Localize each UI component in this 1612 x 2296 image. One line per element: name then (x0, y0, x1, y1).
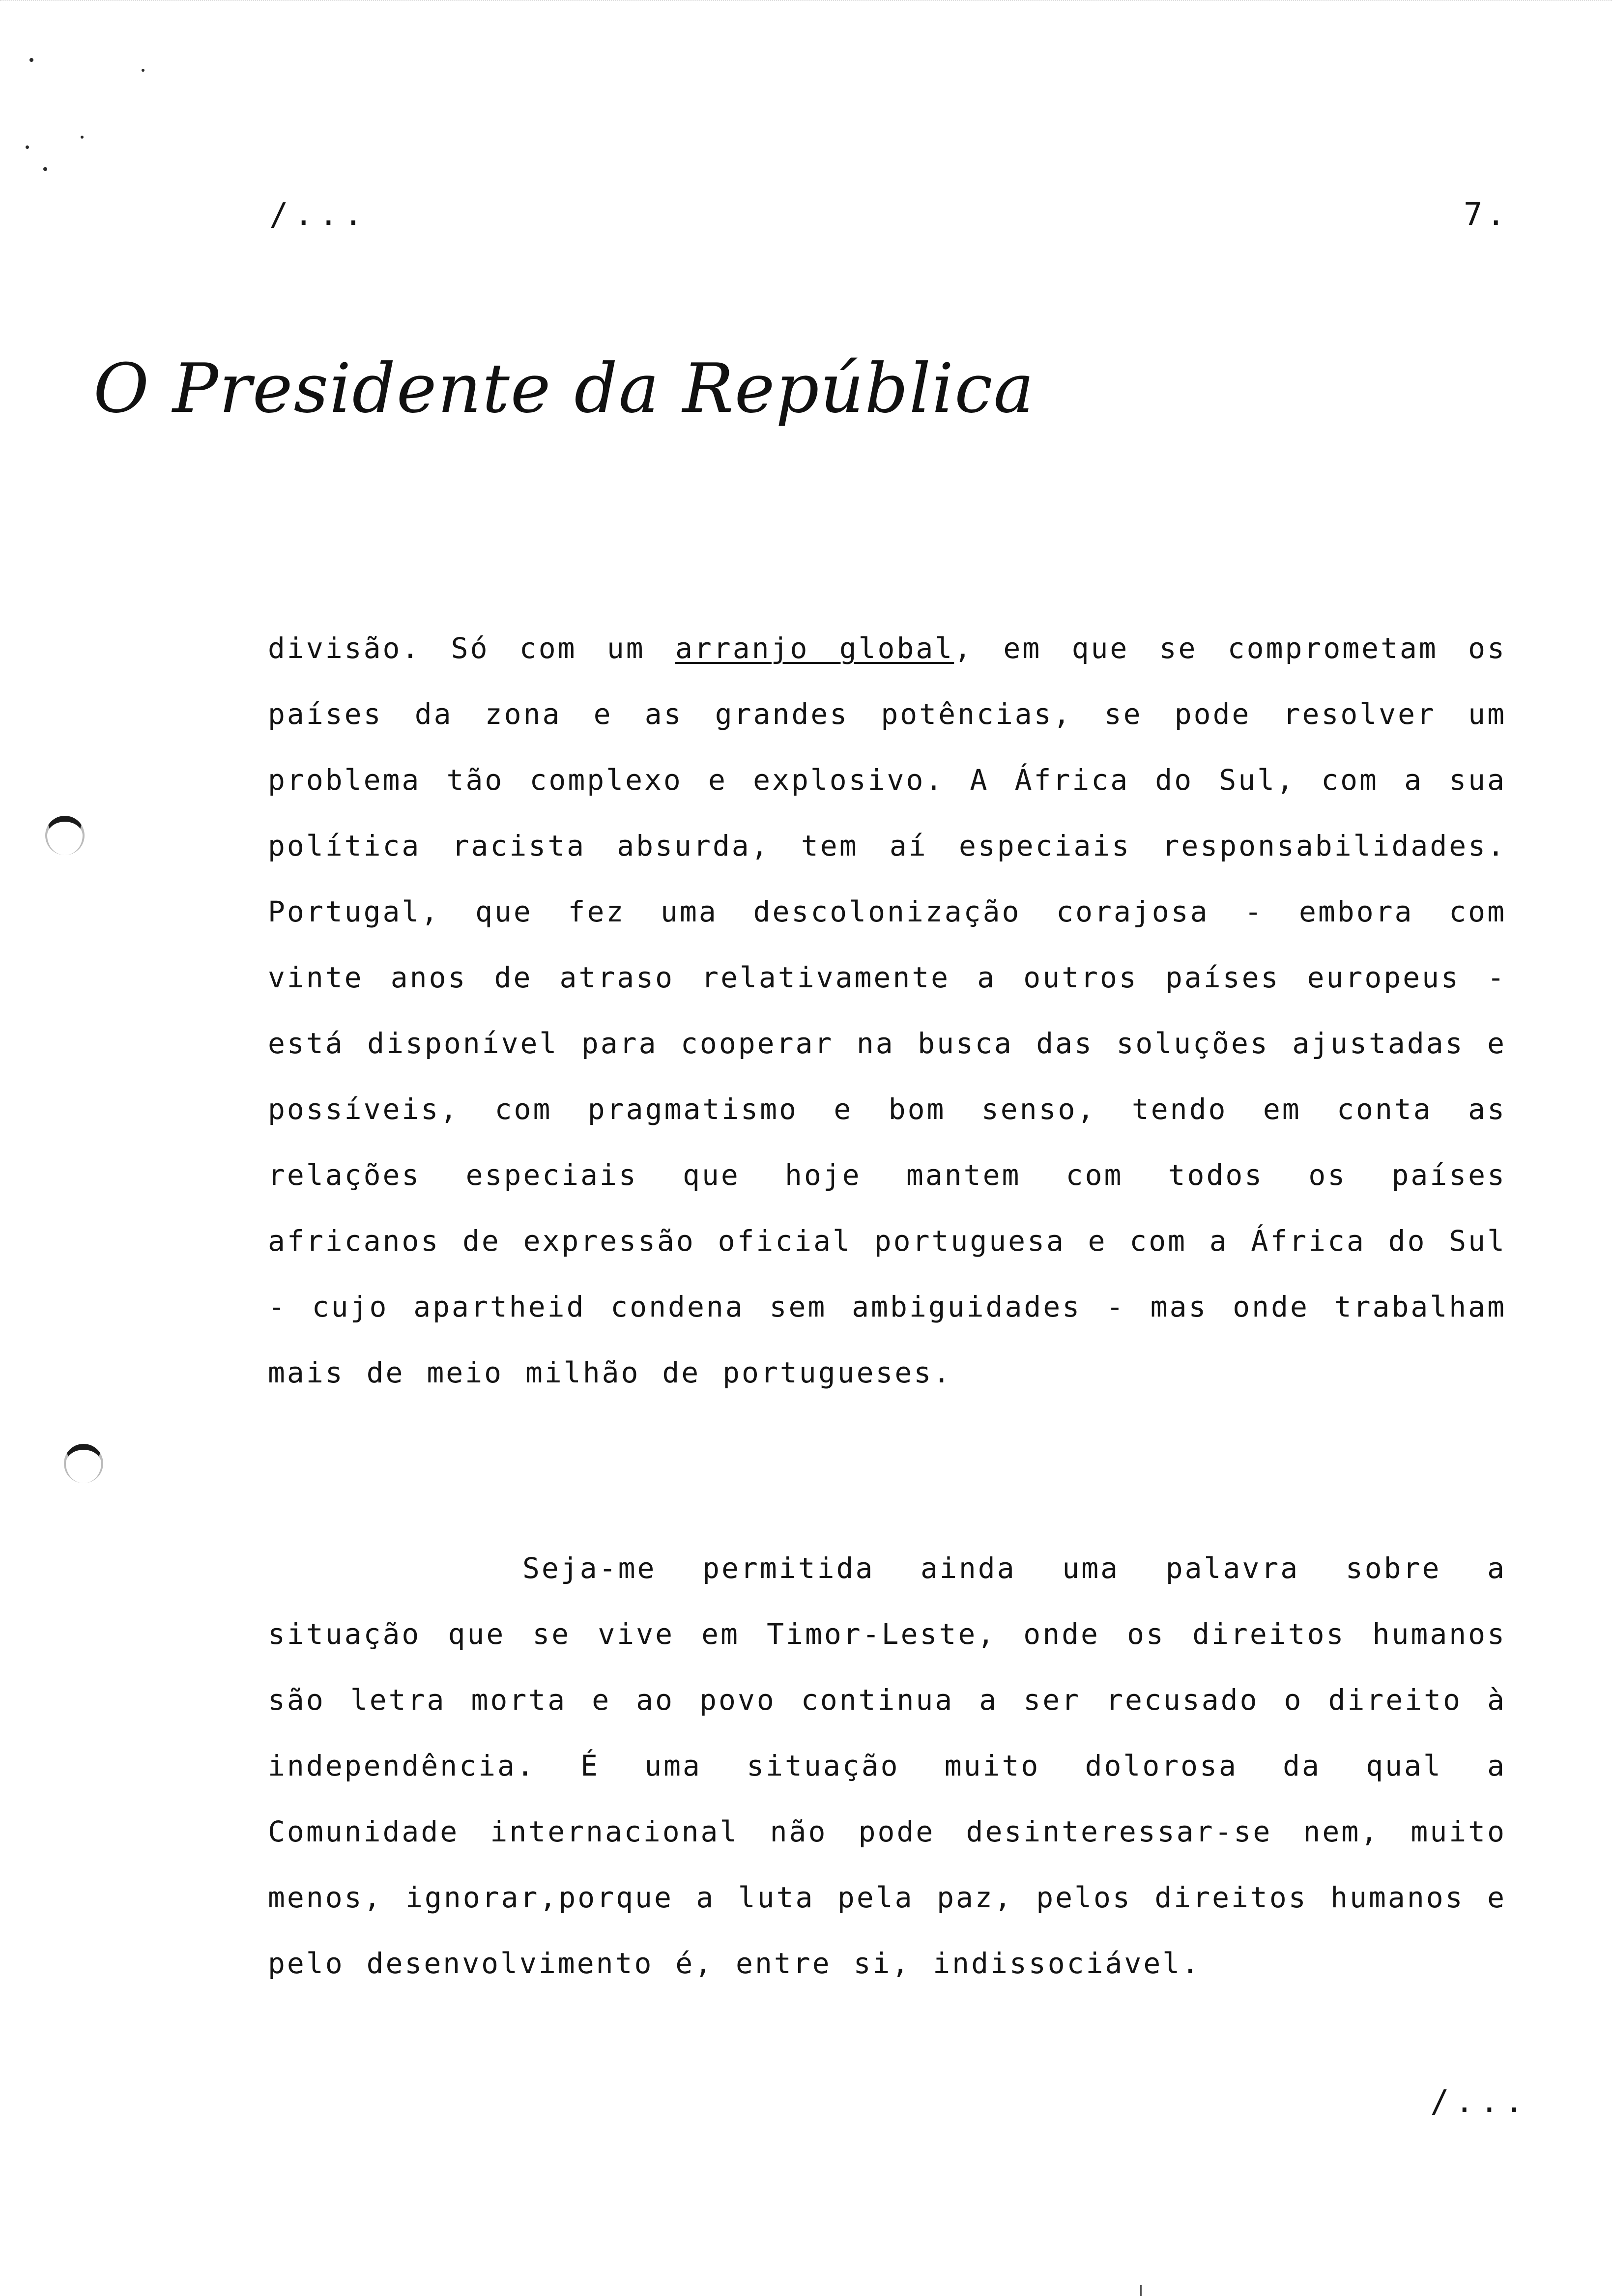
scan-speck (29, 58, 33, 62)
paragraph-text: Seja-me permitida ainda uma palavra sobre a situação que se vive em Timor-Leste, onde os direitos humanos são letra morta e ao povo continua a ser recusado o direito à independência. É uma situação muito dolorosa da qual a Comunidade internacional não pode desinteressar-se nem, muito menos, ignorar,porque a luta pela paz, pelos direitos humanos e pelo desenvolvimento é, entre si, indissociável. (268, 1551, 1506, 1980)
scan-speck (81, 136, 84, 139)
scan-speck (43, 167, 47, 171)
scan-speck (26, 145, 29, 149)
body-paragraph (268, 1535, 1506, 1996)
letterhead-title: O Presidente da República (93, 349, 1035, 428)
scan-edge-mark (1140, 2285, 1147, 2296)
header-continuation: /... (269, 197, 369, 233)
body-paragraph (268, 615, 1506, 1406)
paragraph-text: , em que se comprometam os países da zona e as grandes potências, se pode resolver um problema tão complexo e explosivo. A África do Sul, com a sua política racista absurda, tem aí especiais responsabilidades. Portugal, que fez uma descolonização corajosa - embora com vinte anos de atraso relativamente a outros países europeus - está disponível para cooperar na busca das soluções ajustadas e possíveis, com pragmatismo e bom senso, tendo em conta as relações especiais que hoje mantem com todos os países africanos de expressão oficial portuguesa e com a África do Sul - cujo apartheid condena sem ambiguidades - mas onde trabalham mais de meio milhão de portugueses. (268, 631, 1506, 1389)
page-number: 7. (1464, 197, 1510, 233)
footer-continuation: /... (1430, 2084, 1530, 2120)
paragraph-text: divisão. Só com um (268, 631, 675, 665)
punch-hole-icon (64, 1444, 103, 1483)
scan-edge-mark (0, 0, 1612, 10)
punch-hole-icon (45, 816, 85, 855)
underlined-phrase: arranjo global (675, 631, 954, 665)
scan-speck (142, 69, 144, 72)
